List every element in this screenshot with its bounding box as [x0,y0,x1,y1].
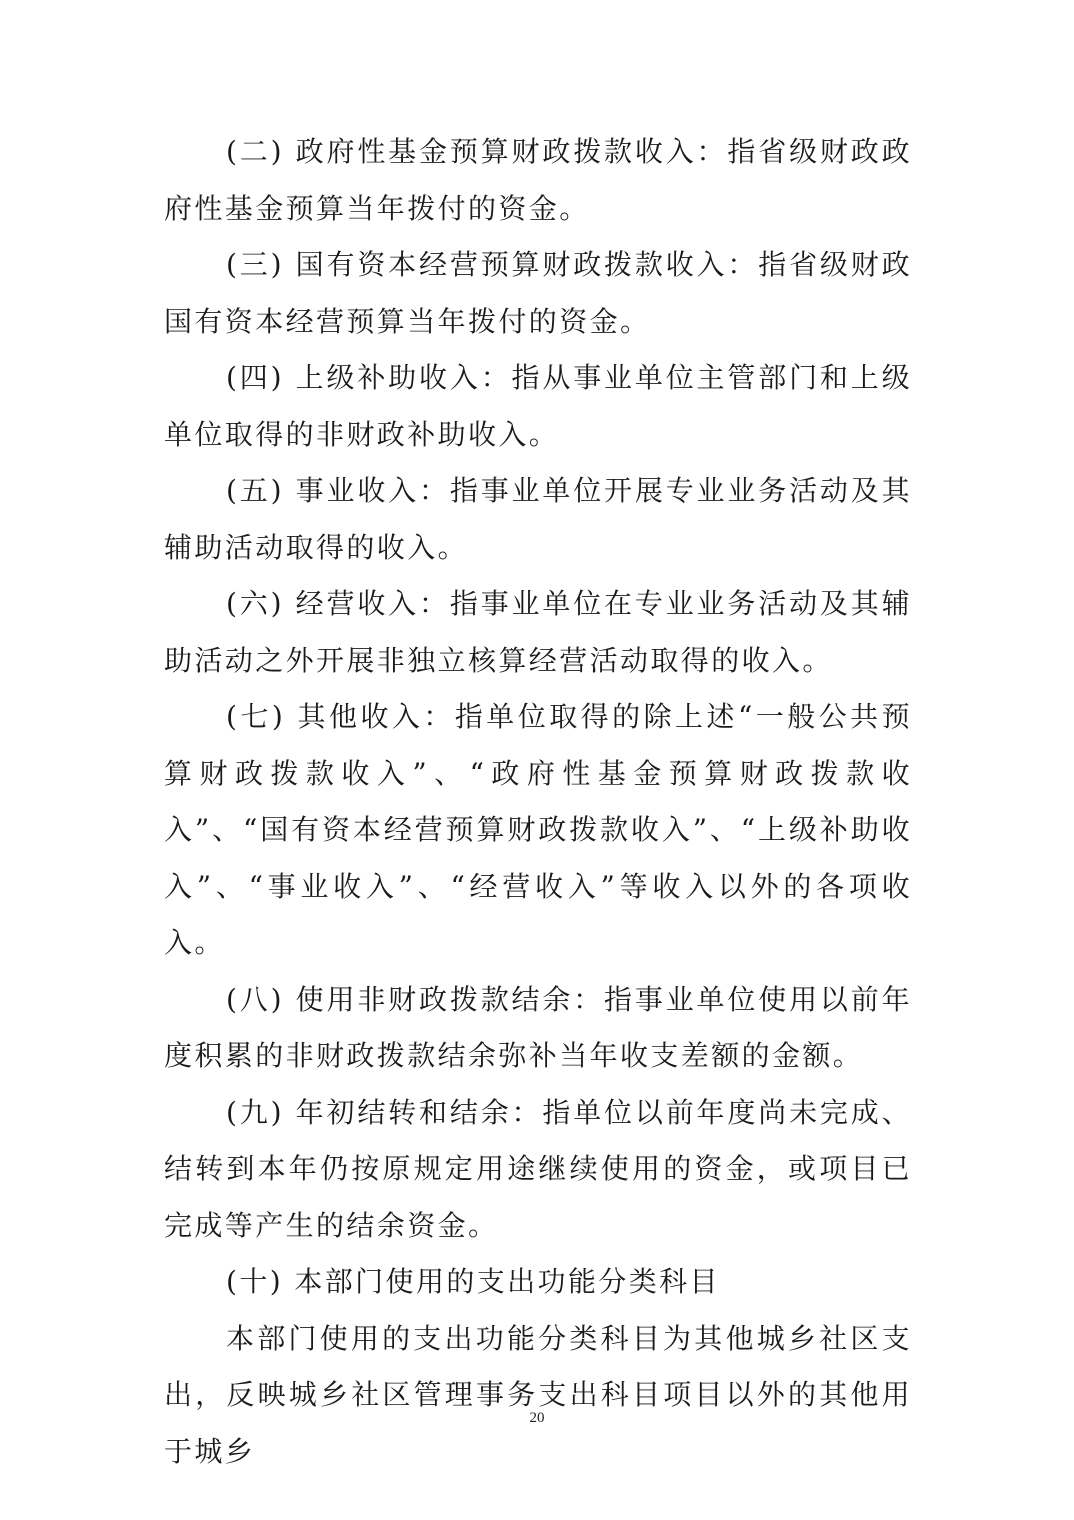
paragraph-carryover-surplus: (九) 年初结转和结余：指单位以前年度尚未完成、结转到本年仍按原规定用途继续使用的资金，或项目已完成等产生的结余资金。 [164,1095,912,1242]
paragraph-non-fiscal-surplus-use: (八) 使用非财政拨款结余：指事业单位使用以前年度积累的非财政拨款结余弥补当年收支差额的金额。 [164,982,912,1072]
paragraph-government-fund-budget-income: (二) 政府性基金预算财政拨款收入：指省级财政政府性基金预算当年拨付的资金。 [164,135,912,225]
paragraph-other-income: (七) 其他收入：指单位取得的除上述“一般公共预算财政拨款收入”、“政府性基金预算财政拨款收入”、“国有资本经营预算财政拨款收入”、“上级补助收入”、“事业收入”、“经营收入”等收入以外的各项收入。 [164,700,912,959]
paragraph-expenditure-classification-heading: (十) 本部门使用的支出功能分类科目 [226,1265,720,1298]
paragraph-superior-subsidy-income: (四) 上级补助收入：指从事业单位主管部门和上级单位取得的非财政补助收入。 [164,361,912,451]
page-number: 20 [529,1410,545,1426]
paragraph-operating-income: (六) 经营收入：指事业单位在专业业务活动及其辅助活动之外开展非独立核算经营活动取得的收入。 [164,587,912,677]
document-body [164,124,912,1480]
paragraph-state-capital-budget-income: (三) 国有资本经营预算财政拨款收入：指省级财政国有资本经营预算当年拨付的资金。 [164,248,912,338]
paragraph-business-income: (五) 事业收入：指事业单位开展专业业务活动及其辅助活动取得的收入。 [164,474,912,564]
paragraph-expenditure-classification-body: 本部门使用的支出功能分类科目为其他城乡社区支出，反映城乡社区管理事务支出科目项目以外的其他用于城乡 [164,1321,912,1468]
